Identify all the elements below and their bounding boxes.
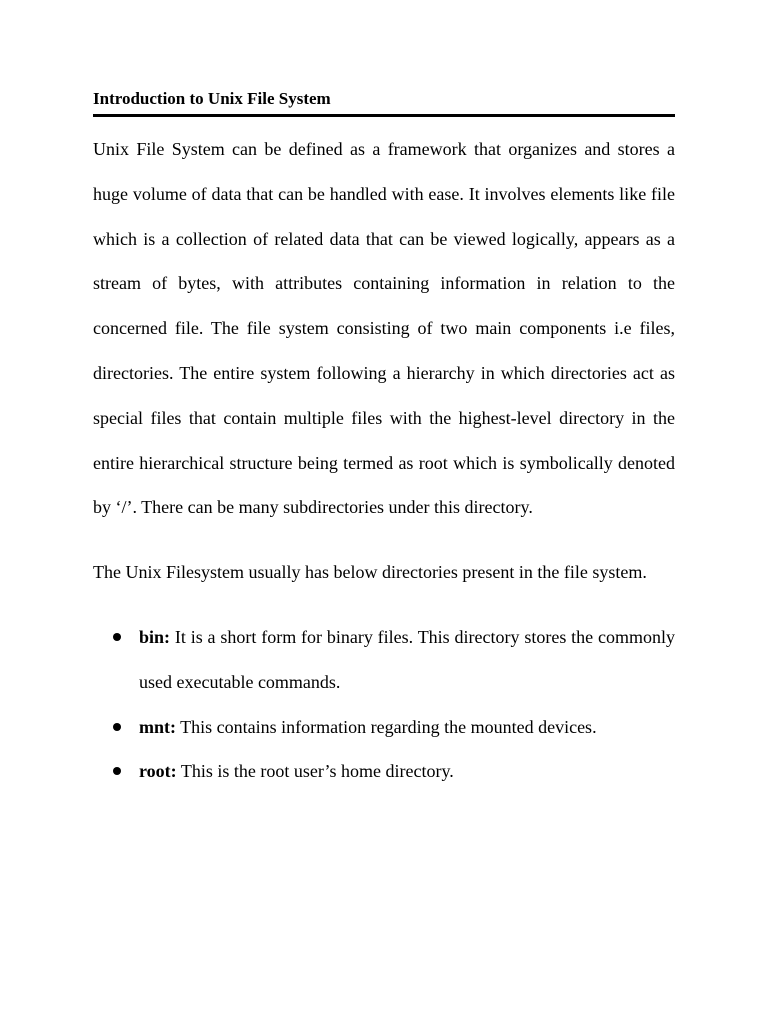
list-item-text: It is a short form for binary files. This directory stores the commonly used executable commands. — [139, 626, 675, 692]
list-item-term: bin: — [139, 626, 171, 647]
bullet-icon — [113, 633, 121, 641]
page-title: Introduction to Unix File System — [93, 89, 331, 108]
intro-paragraph: Unix File System can be defined as a framework that organizes and stores a huge volume of data that can be handled with ease. It involves elements like file which is a collection of related data that can be viewed logically, appears as a stream of bytes, with attributes containing information in relation to the concerned file. The file system consisting of two main components i.e files, directories. The entire system following a hierarchy in which directories act as special files that contain multiple files with the highest-level directory in the entire hierarchical structure being termed as root which is symbolically denoted by ‘/’. There can be many subdirectories under this directory. — [93, 139, 675, 518]
bullet-icon — [113, 723, 121, 731]
list-item-bin — [93, 615, 675, 705]
directory-list — [93, 615, 675, 794]
list-item-term: mnt: — [139, 716, 176, 737]
list-item-text: This is the root user’s home directory. — [176, 761, 454, 782]
directories-paragraph: The Unix Filesystem usually has below directories present in the file system. — [93, 562, 647, 583]
bullet-icon — [113, 767, 121, 775]
list-item-term: root: — [139, 761, 177, 782]
list-item-text: This contains information regarding the mounted devices. — [176, 716, 597, 737]
list-item-mnt — [93, 705, 675, 750]
document-body — [93, 86, 675, 794]
list-item-root — [93, 749, 675, 794]
heading-underline — [93, 114, 675, 117]
